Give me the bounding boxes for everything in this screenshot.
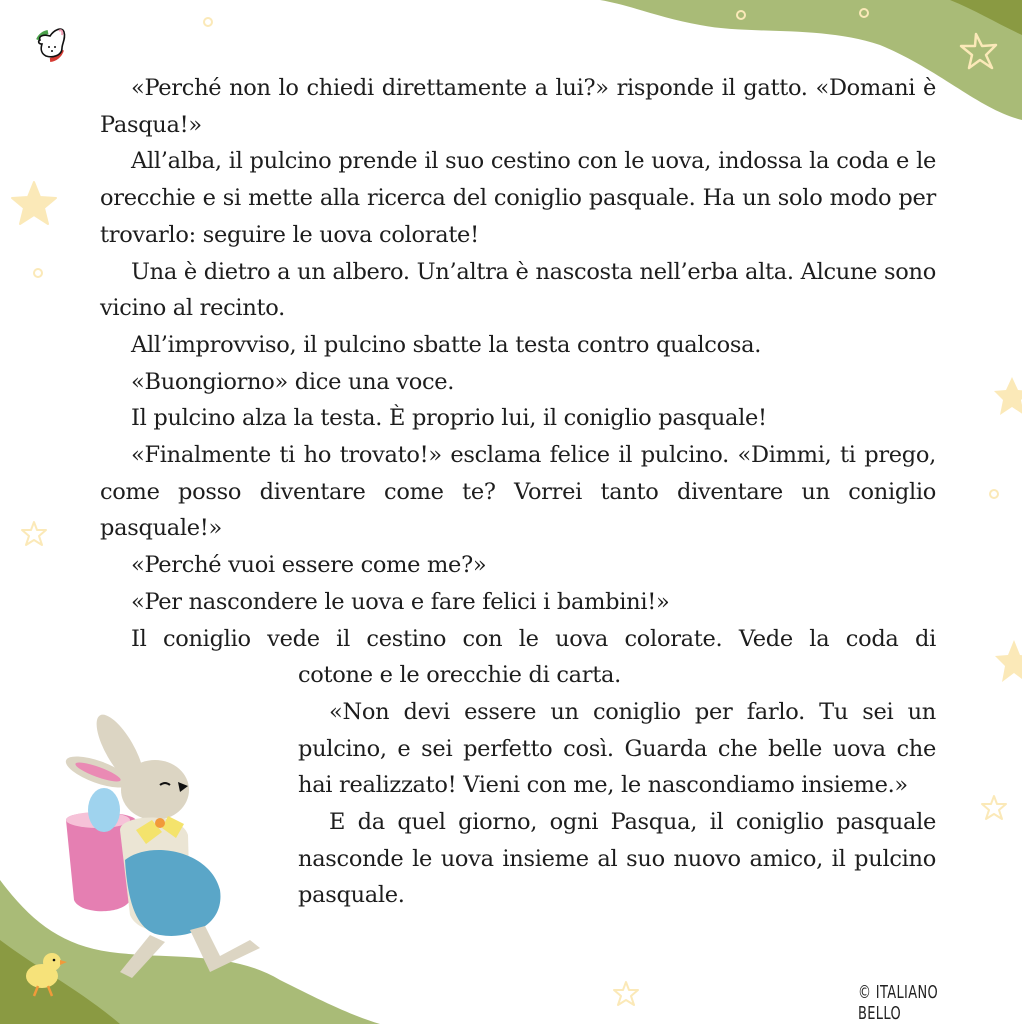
- paragraph: All’improvviso, il pulcino sbatte la testa contro qualcosa.: [131, 331, 762, 358]
- paragraph: Il coniglio vede il cestino con le uova colorate. Vede la coda di: [131, 625, 936, 652]
- easter-bunny-illustration: [60, 710, 270, 1000]
- paragraph: «Perché non lo chiedi direttamente a lui?» risponde il gatto. «Domani è Pasqua!»: [100, 75, 936, 138]
- star-outline-icon: [612, 980, 640, 1008]
- paragraph: «Non devi essere un coniglio per farlo. Tu sei un pulcino, e sei perfetto così. Guarda che belle uova che hai realizzato! Vieni con me, le nascondiamo insieme.»: [298, 698, 936, 799]
- paragraph: E da quel giorno, ogni Pasqua, il coniglio pasquale nasconde le uova insieme al suo nuovo amico, il pulcino pasquale.: [298, 809, 936, 909]
- dot-icon: [202, 16, 214, 28]
- star-icon: [990, 638, 1022, 686]
- paragraph: All’alba, il pulcino prende il suo cestino con le uova, indossa la coda e le orecchie e si mette alla ricerca del coniglio pasquale. Ha un solo modo per trovarlo: seguire le uova colorate!: [100, 148, 936, 248]
- paragraph: «Finalmente ti ho trovato!» esclama felice il pulcino. «Dimmi, ti prego, come posso diventare come te? Vorrei tanto diventare un coniglio pasquale!»: [100, 442, 936, 542]
- paragraph: «Perché vuoi essere come me?»: [131, 552, 487, 579]
- star-outline-icon: [980, 794, 1008, 822]
- star-outline-icon: [20, 520, 48, 548]
- bunny-logo-icon: [28, 22, 74, 64]
- paragraph: Il pulcino alza la testa. È proprio lui, il coniglio pasquale!: [131, 405, 767, 432]
- star-icon: [10, 180, 58, 228]
- paragraph-continuation: cotone e le orecchie di carta.: [298, 662, 621, 689]
- paragraph: «Per nascondere le uova e fare felici i bambini!»: [131, 588, 670, 615]
- paragraph: «Buongiorno» dice una voce.: [131, 368, 455, 395]
- dot-icon: [32, 267, 44, 279]
- star-icon: [990, 375, 1022, 419]
- copyright-text: © ITALIANO BELLO: [858, 982, 939, 1024]
- dot-icon: [988, 488, 1000, 500]
- paragraph: Una è dietro a un albero. Un’altra è nascosta nell’erba alta. Alcune sono vicino al recinto.: [100, 258, 936, 322]
- chick-illustration: [22, 946, 68, 1002]
